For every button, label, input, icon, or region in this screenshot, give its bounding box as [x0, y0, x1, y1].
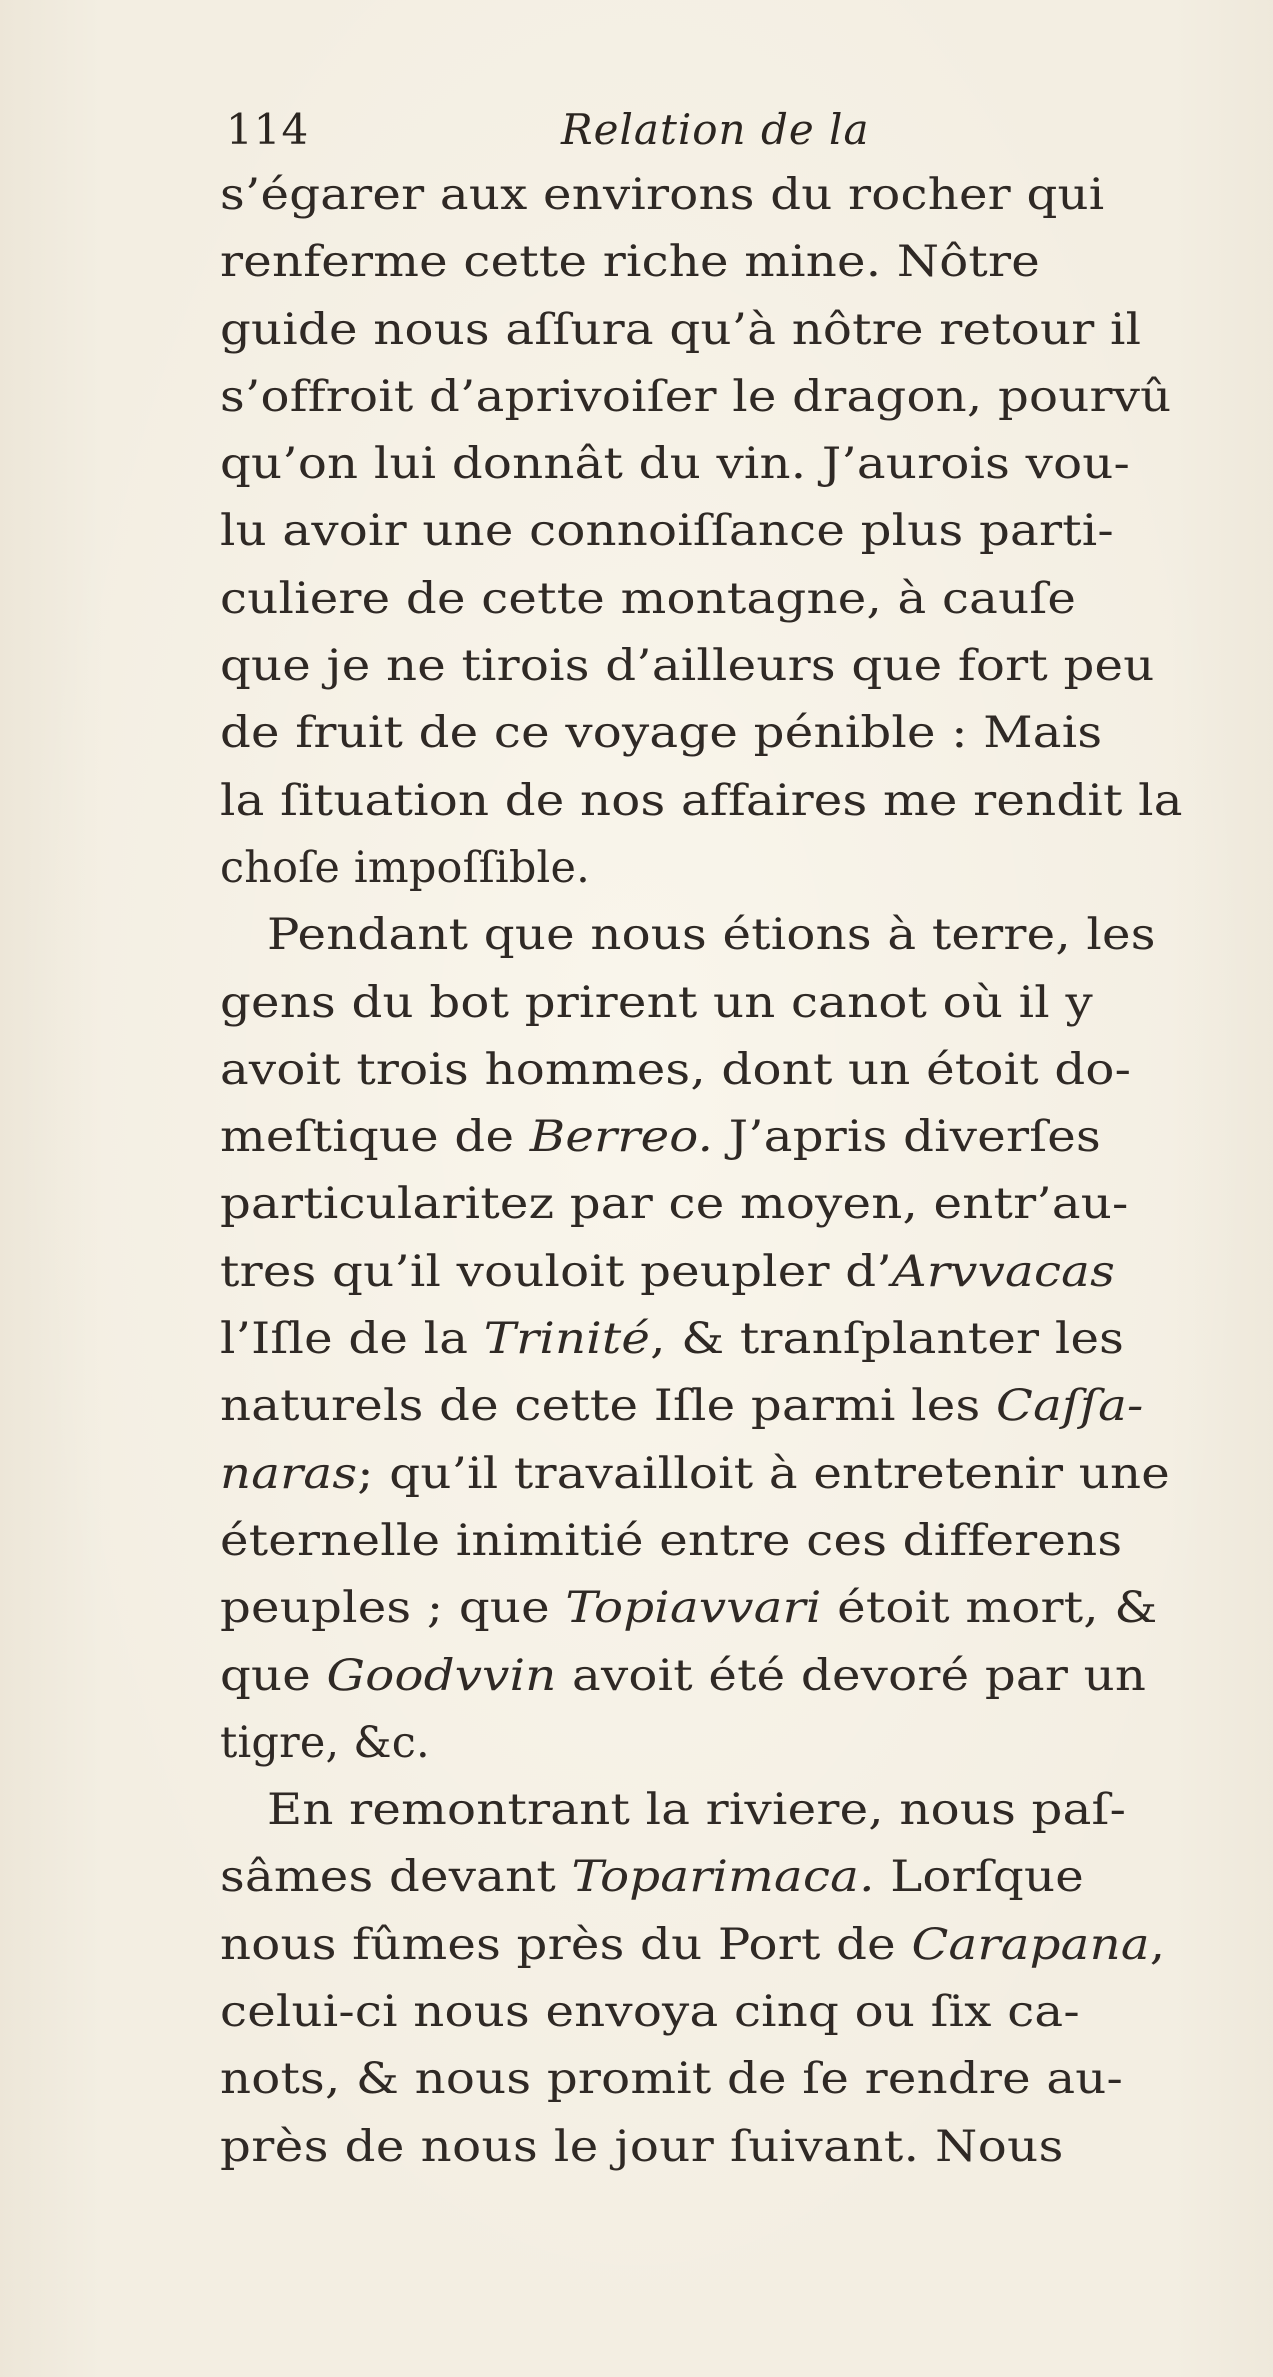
- text-line-content: [220, 2114, 1064, 2181]
- text-line: [220, 1171, 1230, 1238]
- text-line-content: [220, 1844, 1084, 1911]
- text-segment: éternelle inimitié entre ces differens: [220, 1515, 1123, 1566]
- text-line: [220, 1979, 1230, 2046]
- text-segment: près de nous le jour ſuivant. Nous: [220, 2121, 1064, 2172]
- text-line: [220, 1306, 1230, 1373]
- text-segment: qu’on lui donnât du vin. J’aurois vou-: [220, 439, 1131, 490]
- text-segment: s’offroit d’aprivoiſer le dragon, pourvû: [220, 371, 1172, 422]
- text-line: [220, 2114, 1230, 2181]
- text-segment: Pendant que nous étions à terre, les: [267, 910, 1156, 961]
- text-segment: peuples ; que: [220, 1583, 566, 1634]
- text-segment: En remontrant la riviere, nous paſ-: [267, 1785, 1127, 1836]
- page-header: [226, 105, 1026, 165]
- text-line-content: [220, 1441, 1170, 1508]
- italic-text: Toparimaca.: [571, 1852, 875, 1903]
- text-line: [220, 1643, 1230, 1710]
- text-segment: ,: [1149, 1919, 1166, 1970]
- text-segment: avoit été devoré par un: [556, 1650, 1147, 1701]
- text-line: [220, 297, 1230, 364]
- text-line: [220, 700, 1230, 767]
- text-line: [220, 1441, 1230, 1508]
- text-line-content: [267, 902, 1156, 969]
- text-line-content: [220, 633, 1155, 700]
- text-line-content: [220, 162, 1104, 229]
- text-segment: celui-ci nous envoya cinq ou ſix ca-: [220, 1987, 1080, 2038]
- text-segment: particularitez par ce moyen, entr’au-: [220, 1179, 1129, 1230]
- text-line-content: [220, 1373, 1144, 1440]
- text-segment: s’égarer aux environs du rocher qui: [220, 170, 1105, 220]
- text-line: [220, 1037, 1230, 1104]
- text-line: [220, 1373, 1230, 1440]
- text-line: [220, 1508, 1230, 1575]
- text-segment: ; qu’il travailloit à entretenir une: [357, 1448, 1171, 1499]
- text-segment: guide nous aſſura qu’à nôtre retour il: [220, 304, 1142, 355]
- text-line-content: [220, 835, 590, 902]
- text-line-content: [220, 1643, 1146, 1710]
- text-line: [220, 1912, 1230, 1979]
- text-line: [220, 633, 1230, 700]
- text-segment: J’apris diverſes: [713, 1112, 1101, 1163]
- text-line-content: [220, 1239, 1115, 1306]
- text-segment: naturels de cette Iſle parmi les: [220, 1381, 997, 1432]
- italic-text: Arvvacas: [891, 1246, 1116, 1297]
- running-title: Relation de la: [561, 105, 870, 154]
- text-segment: étoit mort, &: [821, 1583, 1158, 1634]
- text-line-content: [220, 1710, 430, 1777]
- text-line: [220, 835, 1230, 902]
- text-line: [220, 1777, 1230, 1844]
- text-line-content: [220, 1912, 1165, 1979]
- italic-text: Topiavvari: [565, 1583, 822, 1634]
- body-text: [220, 162, 1230, 2181]
- text-segment: Lorſque: [874, 1852, 1084, 1903]
- text-segment: nots, & nous promit de ſe rendre au-: [220, 2054, 1124, 2105]
- text-segment: la ſituation de nos affaires me rendit la: [220, 775, 1183, 826]
- text-line-content: [220, 1171, 1129, 1238]
- text-line-content: [220, 1037, 1131, 1104]
- text-line: [220, 229, 1230, 296]
- text-segment: avoit trois hommes, dont un étoit do-: [220, 1044, 1132, 1095]
- text-line-content: [220, 566, 1076, 633]
- text-line: [220, 970, 1230, 1037]
- text-segment: que: [220, 1650, 327, 1701]
- text-line-content: [220, 1306, 1124, 1373]
- text-line-content: [220, 1104, 1101, 1171]
- text-line-content: [220, 431, 1130, 498]
- text-line: [220, 364, 1230, 431]
- text-segment: l’Iſle de la: [220, 1314, 484, 1365]
- text-line-content: [220, 2046, 1123, 2113]
- italic-text: Caſſa-: [996, 1381, 1144, 1432]
- text-line: [220, 1710, 1230, 1777]
- italic-text: Carapana: [911, 1919, 1150, 1970]
- text-line-content: [220, 297, 1141, 364]
- text-segment: culiere de cette montagne, à cauſe: [220, 573, 1077, 624]
- text-line: [220, 1844, 1230, 1911]
- text-segment: choſe impoſſible.: [220, 842, 591, 893]
- text-segment: que je ne tirois d’ailleurs que fort peu: [220, 641, 1155, 692]
- text-line-content: [220, 1979, 1080, 2046]
- text-segment: de fruit de ce voyage pénible : Mais: [220, 708, 1103, 759]
- text-line: [220, 1239, 1230, 1306]
- text-line-content: [220, 700, 1102, 767]
- text-segment: tres qu’il vouloit peupler d’: [220, 1246, 892, 1297]
- text-line-content: [267, 1777, 1126, 1844]
- italic-text: Trinité: [483, 1314, 651, 1365]
- page-number: 114: [226, 105, 310, 154]
- text-segment: renferme cette riche mine. Nôtre: [220, 237, 1040, 288]
- text-line-content: [220, 768, 1183, 835]
- text-line: [220, 768, 1230, 835]
- text-line: [220, 1575, 1230, 1642]
- text-segment: meſtique de: [220, 1112, 530, 1163]
- text-segment: tigre, &c.: [220, 1717, 430, 1768]
- text-segment: sâmes devant: [220, 1852, 572, 1903]
- text-line: [220, 2046, 1230, 2113]
- italic-text: Berreo.: [529, 1112, 714, 1163]
- text-line-content: [220, 970, 1093, 1037]
- text-line-content: [220, 1508, 1122, 1575]
- text-line-content: [220, 498, 1114, 565]
- text-line: [220, 431, 1230, 498]
- text-line: [220, 498, 1230, 565]
- text-line: [220, 902, 1230, 969]
- text-segment: gens du bot prirent un canot où il y: [220, 977, 1093, 1028]
- text-line: [220, 162, 1230, 229]
- text-line: [220, 566, 1230, 633]
- text-segment: nous fûmes près du Port de: [220, 1919, 912, 1970]
- text-line: [220, 1104, 1230, 1171]
- text-line-content: [220, 1575, 1157, 1642]
- text-line-content: [220, 229, 1040, 296]
- text-line-content: [220, 364, 1171, 431]
- text-segment: lu avoir une connoiſſance plus parti-: [220, 506, 1114, 557]
- italic-text: naras: [220, 1448, 358, 1499]
- text-segment: , & tranſplanter les: [650, 1314, 1125, 1365]
- italic-text: Goodvvin: [326, 1650, 557, 1701]
